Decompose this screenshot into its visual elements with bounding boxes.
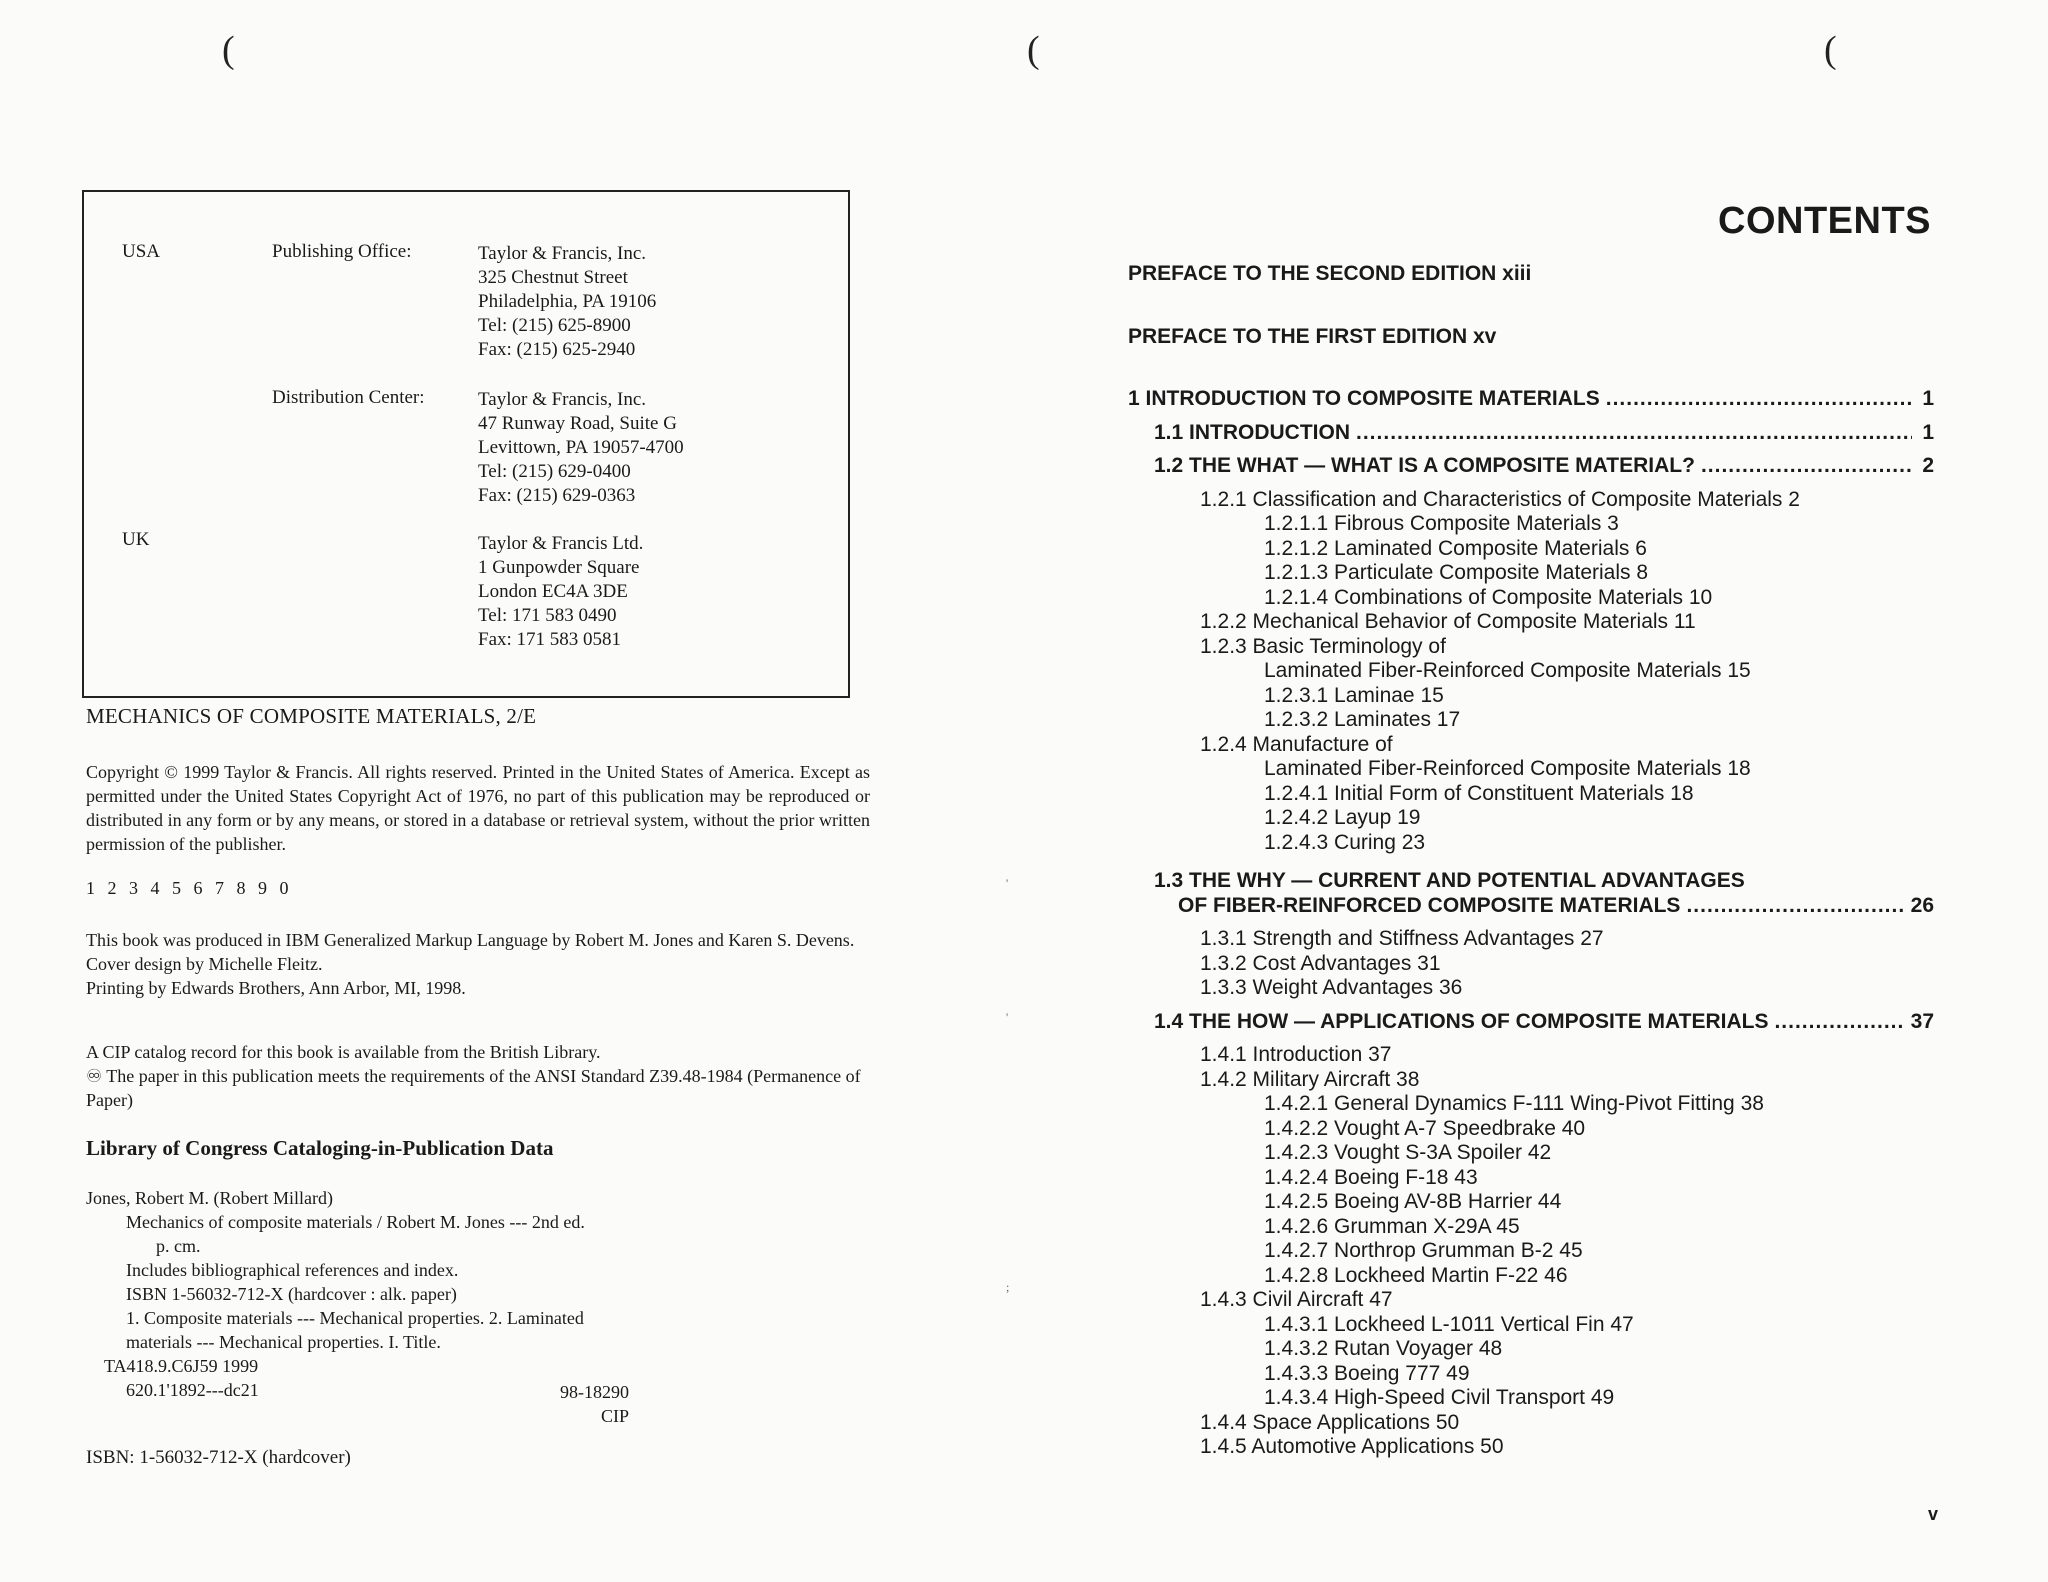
address-line: Fax: (215) 625-2940	[478, 339, 636, 360]
toc-entry: 1.4.3.3 Boeing 777 49	[1264, 1361, 1470, 1385]
publisher-address-box	[82, 190, 850, 698]
toc-page: 1	[1922, 420, 1934, 444]
scan-speck: '	[1006, 1010, 1009, 1024]
toc-label: OF FIBER-REINFORCED COMPOSITE MATERIALS	[1178, 893, 1681, 917]
page-edge-mark: (	[1027, 29, 1040, 71]
cip-author: Jones, Robert M. (Robert Millard)	[86, 1188, 333, 1208]
publishing-office-address	[478, 242, 656, 362]
address-line: Levittown, PA 19057-4700	[478, 437, 684, 458]
copyright-notice: Copyright © 1999 Taylor & Francis. All rights reserved. Printed in the United States of America. Except as permitted under the United States Copyright Act of 1976, no part of this publication may be reproduced or distributed in any form or by any means, or stored in a database or retrieval system, without the prior written permission of the publisher.	[86, 762, 870, 854]
cip-call-number: TA418.9.C6J59 1999	[104, 1356, 259, 1376]
cip-notes: Includes bibliographical references and index.	[126, 1260, 459, 1280]
cip-dewey: 620.1'1892---dc21	[126, 1380, 259, 1400]
cip-subjects-cont: materials --- Mechanical properties. I. Title.	[126, 1332, 441, 1352]
address-line: Fax: (215) 629-0363	[478, 485, 636, 506]
toc-label: 1.2 THE WHAT — WHAT IS A COMPOSITE MATERIAL?	[1154, 454, 1695, 477]
page-edge-mark: (	[222, 29, 235, 71]
toc-entry: 1.4.2 Military Aircraft 38	[1200, 1067, 1420, 1091]
toc-entry: 1.2.4 Manufacture of	[1200, 732, 1393, 756]
cip-data-record	[86, 1186, 686, 1402]
publishing-office-label: Publishing Office:	[272, 241, 412, 262]
page-number: v	[1928, 1504, 1939, 1524]
toc-entry: Laminated Fiber-Reinforced Composite Materials 15	[1264, 659, 1751, 682]
address-line: 47 Runway Road, Suite G	[478, 413, 677, 434]
address-line: Tel: 171 583 0490	[478, 605, 617, 626]
toc-page: 37	[1910, 1009, 1934, 1033]
production-line: Printing by Edwards Brothers, Ann Arbor, MI, 1998.	[86, 978, 466, 998]
address-line: Taylor & Francis, Inc.	[478, 243, 647, 264]
toc-chapter-1	[1128, 387, 1934, 412]
lccn-block	[560, 1380, 629, 1428]
toc-preface-first: PREFACE TO THE FIRST EDITION xv	[1128, 324, 1497, 348]
printing-number-line: 1 2 3 4 5 6 7 8 9 0	[86, 878, 293, 898]
scan-speck: ;	[1006, 1280, 1010, 1294]
scan-speck: '	[1006, 876, 1009, 890]
page-edge-mark: (	[1824, 29, 1837, 71]
cip-data-heading: Library of Congress Cataloging-in-Publication Data	[86, 1136, 554, 1160]
toc-section-1-3	[1128, 894, 1934, 919]
toc-entry: 1.2.3.2 Laminates 17	[1264, 708, 1461, 731]
toc-entry: 1.3.1 Strength and Stiffness Advantages 27	[1200, 927, 1604, 950]
toc-entry: 1.4.2.1 General Dynamics F-111 Wing-Pivot Fitting 38	[1264, 1092, 1764, 1115]
toc-entry: Laminated Fiber-Reinforced Composite Materials 18	[1264, 757, 1751, 780]
toc-entry: 1.2.4.1 Initial Form of Constituent Materials 18	[1264, 781, 1694, 805]
toc-leader	[1356, 421, 1912, 446]
toc-section-1-4	[1128, 1010, 1934, 1035]
toc-label: 1 INTRODUCTION TO COMPOSITE MATERIALS	[1128, 387, 1600, 410]
toc-entry: 1.4.2.2 Vought A-7 Speedbrake 40	[1264, 1116, 1586, 1140]
toc-label: 1.4 THE HOW — APPLICATIONS OF COMPOSITE MATERIALS	[1154, 1009, 1769, 1033]
toc-leader	[1606, 387, 1912, 412]
toc-entry: 1.4.3.2 Rutan Voyager 48	[1264, 1337, 1503, 1360]
toc-entry: 1.4.4 Space Applications 50	[1200, 1410, 1460, 1434]
address-line: Tel: (215) 629-0400	[478, 461, 631, 482]
isbn-line: ISBN: 1-56032-712-X (hardcover)	[86, 1447, 351, 1468]
toc-entry: 1.4.3.1 Lockheed L-1011 Vertical Fin 47	[1264, 1312, 1634, 1336]
toc-entry: 1.4.2.5 Boeing AV-8B Harrier 44	[1264, 1190, 1562, 1213]
toc-entry: 1.2.1.3 Particulate Composite Materials 8	[1264, 561, 1649, 584]
production-line: This book was produced in IBM Generalized Markup Language by Robert M. Jones and Karen S. Devens. Cover design by Michelle Fleitz.	[86, 930, 855, 974]
distribution-center-address	[478, 388, 684, 508]
toc-leader	[1701, 454, 1912, 479]
address-line: Tel: (215) 625-8900	[478, 315, 631, 336]
country-uk: UK	[122, 529, 150, 550]
distribution-center-label: Distribution Center:	[272, 387, 425, 408]
toc-entry: 1.2.1.2 Laminated Composite Materials 6	[1264, 536, 1647, 560]
cip-line: A CIP catalog record for this book is available from the British Library.	[86, 1042, 601, 1062]
toc-section-1-4-items	[1128, 1043, 1934, 1460]
toc-entry: 1.4.2.3 Vought S-3A Spoiler 42	[1264, 1141, 1552, 1164]
toc-entry: 1.4.3.4 High-Speed Civil Transport 49	[1264, 1386, 1615, 1409]
toc-leader	[1686, 894, 1904, 919]
address-line: 1 Gunpowder Square	[478, 557, 640, 578]
cip-subjects: 1. Composite materials --- Mechanical properties. 2. Laminated	[126, 1308, 584, 1328]
toc-label: 1.3 THE WHY — CURRENT AND POTENTIAL ADVANTAGES	[1154, 869, 1745, 892]
toc-page: 2	[1922, 454, 1934, 477]
country-usa: USA	[122, 241, 161, 262]
toc-section-1-3-line1	[1128, 869, 1934, 894]
toc-page: 26	[1910, 893, 1934, 917]
toc-entry: 1.4.3 Civil Aircraft 47	[1200, 1288, 1393, 1311]
toc-entry: 1.3.2 Cost Advantages 31	[1200, 951, 1441, 975]
cip-title: Mechanics of composite materials / Robert M. Jones --- 2nd ed.	[126, 1212, 585, 1232]
cip-pages: p. cm.	[156, 1236, 201, 1256]
address-line: 325 Chestnut Street	[478, 267, 628, 288]
toc-entry: 1.2.4.2 Layup 19	[1264, 806, 1421, 829]
toc-entry: 1.4.1 Introduction 37	[1200, 1043, 1392, 1066]
toc-entry: 1.2.1 Classification and Characteristics of Composite Materials 2	[1200, 487, 1800, 511]
toc-preface-second: PREFACE TO THE SECOND EDITION xiii	[1128, 262, 1532, 285]
toc-entry: 1.2.1.1 Fibrous Composite Materials 3	[1264, 512, 1619, 535]
toc-leader	[1774, 1010, 1904, 1035]
cip-availability	[86, 1040, 870, 1112]
toc-entry: 1.2.1.4 Combinations of Composite Materials 10	[1264, 585, 1713, 609]
cip-label: CIP	[600, 1406, 629, 1426]
address-line: Taylor & Francis Ltd.	[478, 533, 644, 554]
toc-label: 1.1 INTRODUCTION	[1154, 420, 1351, 444]
toc-entry: 1.2.3 Basic Terminology of	[1200, 634, 1446, 658]
toc-section-1-2-items	[1128, 488, 1934, 856]
cip-isbn: ISBN 1-56032-712-X (hardcover : alk. paper)	[126, 1284, 457, 1304]
production-credits	[86, 928, 870, 1000]
toc-entry: 1.3.3 Weight Advantages 36	[1200, 976, 1463, 999]
address-line: Fax: 171 583 0581	[478, 629, 622, 650]
toc-entry: 1.4.5 Automotive Applications 50	[1200, 1435, 1504, 1458]
lccn-number: 98-18290	[560, 1382, 629, 1402]
toc-section-1-3-items	[1128, 927, 1934, 1001]
toc-entry: 1.4.2.6 Grumman X-29A 45	[1264, 1214, 1520, 1238]
toc-section-1-2	[1128, 454, 1934, 479]
address-line: Philadelphia, PA 19106	[478, 291, 657, 312]
table-of-contents	[1128, 262, 1934, 1460]
toc-section-1-1	[1128, 421, 1934, 446]
toc-entry: 1.4.2.7 Northrop Grumman B-2 45	[1264, 1239, 1583, 1262]
address-line: London EC4A 3DE	[478, 581, 628, 602]
toc-entry: 1.4.2.4 Boeing F-18 43	[1264, 1165, 1478, 1189]
book-title: MECHANICS OF COMPOSITE MATERIALS, 2/E	[86, 704, 537, 728]
contents-heading: CONTENTS	[1718, 200, 1931, 242]
toc-page: 1	[1922, 387, 1934, 410]
toc-entry: 1.2.4.3 Curing 23	[1264, 830, 1426, 854]
toc-entry: 1.2.2 Mechanical Behavior of Composite Materials 11	[1200, 610, 1696, 633]
toc-entry: 1.2.3.1 Laminae 15	[1264, 683, 1444, 707]
paper-standard-line: ♾ The paper in this publication meets the requirements of the ANSI Standard Z39.48-1984 (Permanence of Paper)	[86, 1066, 861, 1110]
address-line: Taylor & Francis, Inc.	[478, 389, 647, 410]
uk-office-address	[478, 532, 643, 652]
toc-entry: 1.4.2.8 Lockheed Martin F-22 46	[1264, 1263, 1568, 1287]
